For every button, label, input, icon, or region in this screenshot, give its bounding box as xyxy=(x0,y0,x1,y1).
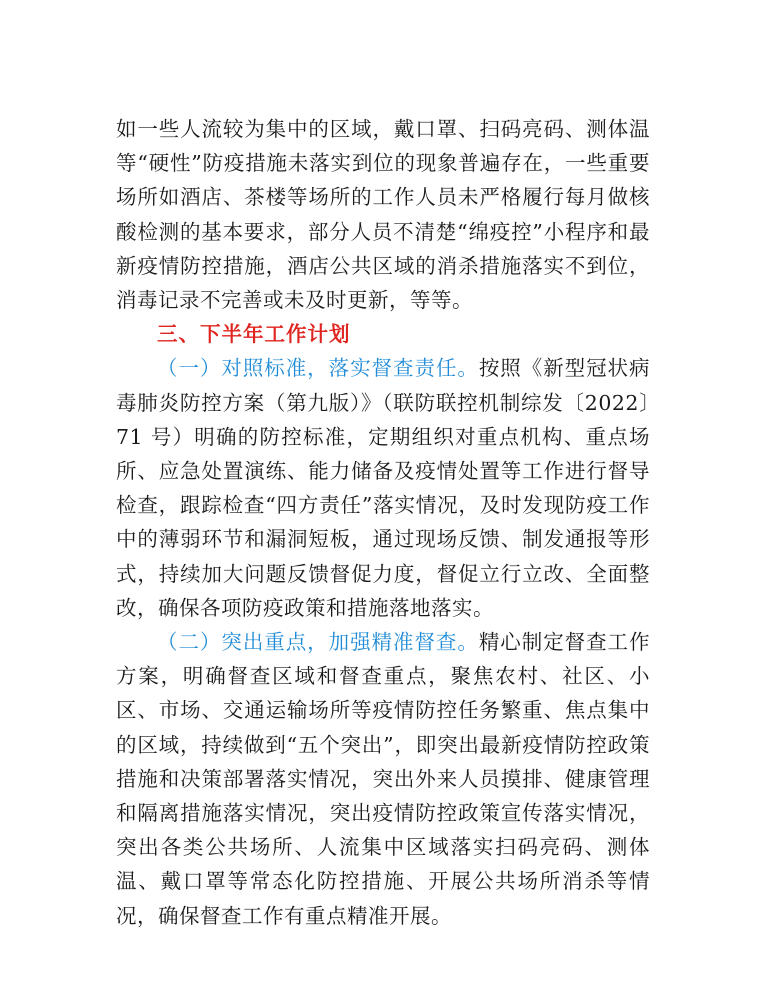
paragraph-continued: 如一些人流较为集中的区域，戴口罩、扫码亮码、测体温等“硬性”防疫措施未落实到位的现象普遍存在，一些重要场所如酒店、茶楼等场所的工作人员未严格履行每月做核酸检测的基本要求，部分人员不清楚“绵疫控”小程序和最新疫情防控措施，酒店公共区域的消杀措施落实不到位，消毒记录不完善或未及时更新，等等。 xyxy=(116,117,650,313)
section-heading-paragraph xyxy=(116,317,650,351)
paragraph-item-1 xyxy=(116,351,650,625)
section-heading: 三、下半年工作计划 xyxy=(157,322,351,347)
item-1-lead: （一）对照标准，落实督查责任。 xyxy=(157,356,479,381)
item-2-lead: （二）突出重点，加强精准督查。 xyxy=(157,630,479,655)
item-2-body: 精心制定督查工作方案，明确督查区域和督查重点，聚焦农村、社区、小区、市场、交通运输场所等疫情防控任务繁重、焦点集中的区域，持续做到“五个突出”，即突出最新疫情防控政策措施和决策部署落实情况，突出外来人员摸排、健康管理和隔离措施落实情况，突出疫情防控政策宣传落实情况，突出各类公共场所、人流集中区域落实扫码亮码、测体温、戴口罩等常态化防控措施、开展公共场所消杀等情况，确保督查工作有重点精准开展。 xyxy=(116,630,651,928)
item-1-body: 按照《新型冠状病毒肺炎防控方案（第九版）》（联防联控机制综发〔2022〕71 号）明确的防控标准，定期组织对重点机构、重点场所、应急处置演练、能力储备及疫情处置等工作进行督导检查，跟踪检查“四方责任”落实情况，及时发现防疫工作中的薄弱环节和漏洞短板，通过现场反馈、制发通报等形式，持续加大问题反馈督促力度，督促立行立改、全面整改，确保各项防疫政策和措施落地落实。 xyxy=(116,356,651,620)
document-body xyxy=(116,112,650,933)
paragraph-item-2 xyxy=(116,625,650,933)
